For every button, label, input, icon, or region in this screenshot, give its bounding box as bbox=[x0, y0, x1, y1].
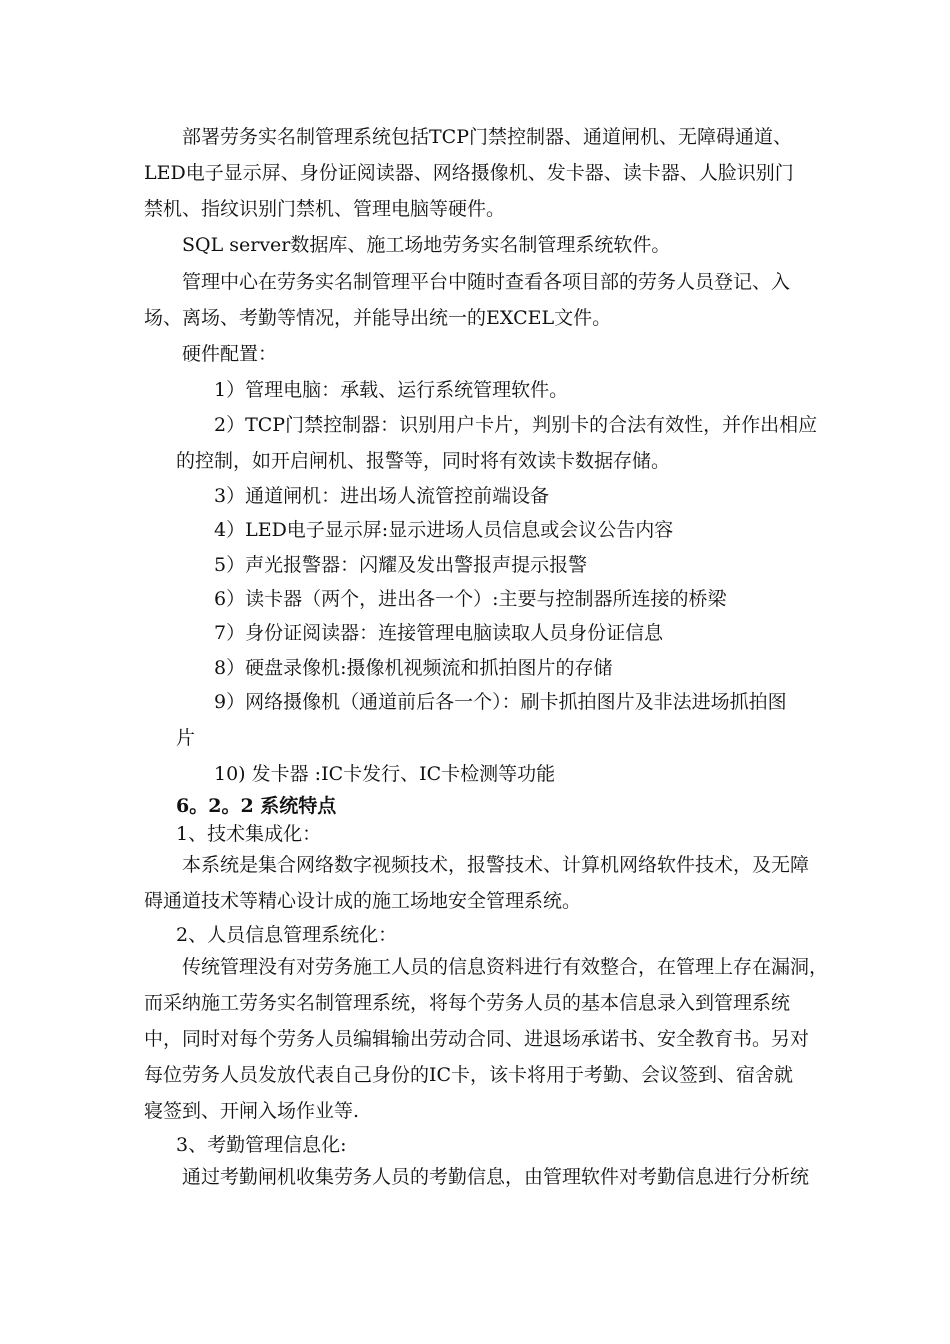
paragraph-line: 而采纳施工劳务实名制管理系统，将每个劳务人员的基本信息录入到管理系统 bbox=[144, 992, 791, 1014]
paragraph-line: SQL server数据库、施工场地劳务实名制管理系统软件。 bbox=[182, 234, 671, 256]
paragraph-line: LED电子显示屏、身份证阅读器、网络摄像机、发卡器、读卡器、人脸识别门 bbox=[144, 162, 794, 184]
list-item-continuation: 片 bbox=[176, 727, 196, 749]
list-item-continuation: 的控制，如开启闸机、报警等，同时将有效读卡数据存储。 bbox=[176, 450, 671, 472]
list-item: 5）声光报警器：闪耀及发出警报声提示报警 bbox=[214, 554, 588, 576]
paragraph-line: 寝签到、开闸入场作业等. bbox=[144, 1100, 360, 1122]
list-item: 8）硬盘录像机:摄像机视频流和抓拍图片的存储 bbox=[214, 657, 613, 679]
section-label: 硬件配置： bbox=[182, 343, 278, 365]
list-item: 7）身份证阅读器：连接管理电脑读取人员身份证信息 bbox=[214, 622, 664, 644]
subheading: 2、人员信息管理系统化： bbox=[176, 924, 398, 946]
list-item: 10) 发卡器 :IC卡发行、IC卡检测等功能 bbox=[214, 763, 556, 785]
paragraph-line: 场、离场、考勤等情况，并能导出统一的EXCEL文件。 bbox=[144, 307, 612, 329]
paragraph-line: 碍通道技术等精心设计成的施工场地安全管理系统。 bbox=[144, 890, 582, 912]
section-heading: 6。2。2 系统特点 bbox=[176, 795, 337, 817]
paragraph-line: 每位劳务人员发放代表自己身份的IC卡，该卡将用于考勤、会议签到、宿舍就 bbox=[144, 1064, 794, 1086]
list-item: 2）TCP门禁控制器：识别用户卡片，判别卡的合法有效性，并作出相应 bbox=[214, 414, 818, 436]
paragraph-line: 禁机、指纹识别门禁机、管理电脑等硬件。 bbox=[144, 198, 506, 220]
subheading: 3、考勤管理信息化: bbox=[176, 1134, 347, 1156]
paragraph-line: 通过考勤闸机收集劳务人员的考勤信息，由管理软件对考勤信息进行分析统 bbox=[182, 1166, 810, 1188]
list-item: 3）通道闸机：进出场人流管控前端设备 bbox=[214, 485, 550, 507]
paragraph-line: 中，同时对每个劳务人员编辑输出劳动合同、进退场承诺书、安全教育书。另对 bbox=[144, 1028, 810, 1050]
list-item: 1）管理电脑：承载、运行系统管理软件。 bbox=[214, 379, 569, 401]
subheading: 1、技术集成化： bbox=[176, 823, 322, 845]
paragraph-line: 本系统是集合网络数字视频技术，报警技术、计算机网络软件技术，及无障 bbox=[182, 854, 810, 876]
paragraph-line: 传统管理没有对劳务施工人员的信息资料进行有效整合，在管理上存在漏洞， bbox=[182, 956, 829, 978]
list-item: 6）读卡器（两个，进出各一个）:主要与控制器所连接的桥梁 bbox=[214, 588, 727, 610]
paragraph-line: 部署劳务实名制管理系统包括TCP门禁控制器、通道闸机、无障碍通道、 bbox=[182, 126, 792, 148]
list-item: 4）LED电子显示屏:显示进场人员信息或会议公告内容 bbox=[214, 519, 674, 541]
paragraph-line: 管理中心在劳务实名制管理平台中随时查看各项目部的劳务人员登记、入 bbox=[182, 271, 791, 293]
list-item: 9）网络摄像机（通道前后各一个）：刷卡抓拍图片及非法进场抓拍图 bbox=[214, 691, 787, 713]
